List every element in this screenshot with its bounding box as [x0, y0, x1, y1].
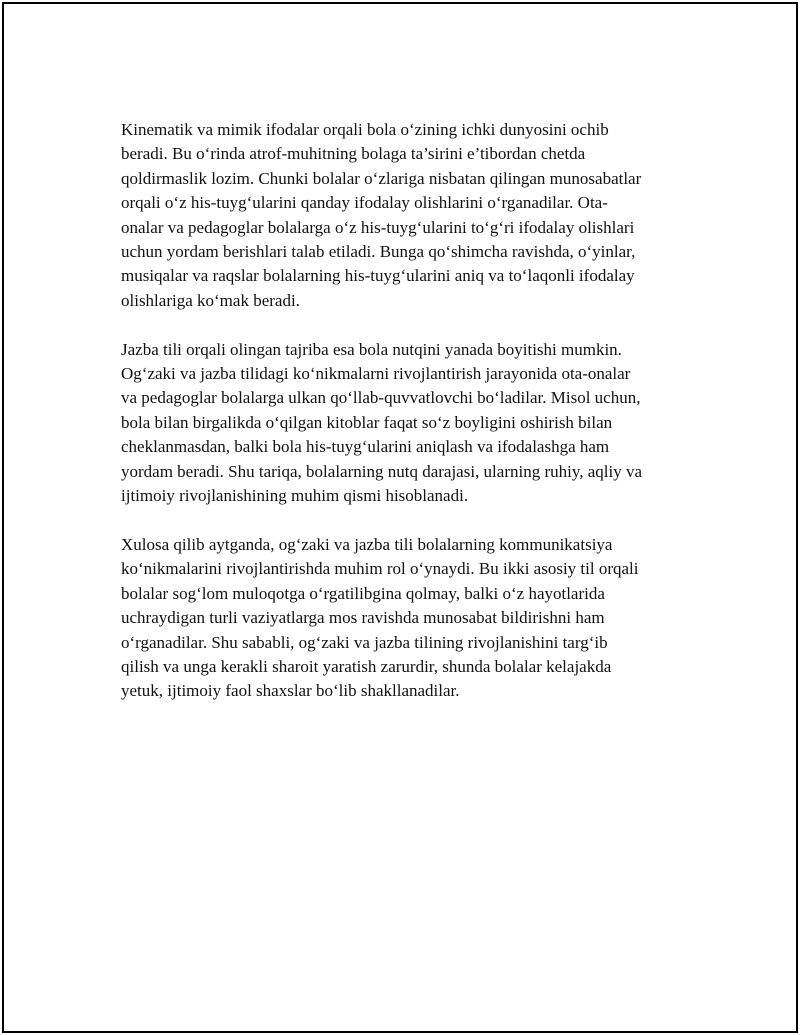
text-line: yordam beradi. Shu tariqa, bolalarning nutq darajasi, ularning ruhiy, aqliy va	[121, 461, 643, 481]
paragraph-1	[121, 118, 696, 313]
text-line: uchraydigan turli vaziyatlarga mos ravishda munosabat bildirishni ham	[121, 608, 605, 628]
text-line: Og‘zaki va jazba tilidagi ko‘nikmalarni rivojlantirish jarayonida ota-onalar	[121, 364, 631, 384]
text-line: qoldirmaslik lozim. Chunki bolalar o‘zlariga nisbatan qilingan munosabatlar	[121, 168, 642, 188]
text-line: olishlariga ko‘mak beradi.	[121, 290, 300, 310]
page	[2, 2, 798, 1033]
text-line: yetuk, ijtimoiy faol shaxslar bo‘lib shakllanadilar.	[121, 681, 460, 701]
document-body	[121, 118, 696, 728]
text-line: va pedagoglar bolalarga ulkan qo‘llab-quvvatlovchi bo‘ladilar. Misol uchun,	[121, 388, 641, 408]
text-line: ijtimoiy rivojlanishining muhim qismi hisoblanadi.	[121, 486, 469, 506]
text-line: beradi. Bu o‘rinda atrof-muhitning bolaga ta’sirini e’tibordan chetda	[121, 144, 586, 164]
paragraph-2	[121, 338, 696, 509]
text-line: Jazba tili orqali olingan tajriba esa bola nutqini yanada boyitishi mumkin.	[121, 339, 622, 359]
paragraph-3	[121, 533, 696, 704]
text-line: ko‘nikmalarini rivojlantirishda muhim rol o‘ynaydi. Bu ikki asosiy til orqali	[121, 559, 639, 579]
text-line: orqali o‘z his-tuyg‘ularini qanday ifodalay olishlarini o‘rganadilar. Ota-	[121, 193, 608, 213]
text-line: qilish va unga kerakli sharoit yaratish zarurdir, shunda bolalar kelajakda	[121, 656, 612, 676]
text-line: o‘rganadilar. Shu sababli, og‘zaki va jazba tilining rivojlanishini targ‘ib	[121, 632, 608, 652]
text-line: cheklanmasdan, balki bola his-tuyg‘ularini aniqlash va ifodalashga ham	[121, 437, 610, 457]
text-line: bola bilan birgalikda o‘qilgan kitoblar faqat so‘z boyligini oshirish bilan	[121, 412, 613, 432]
text-line: bolalar sog‘lom muloqotga o‘rgatilibgina qolmay, balki o‘z hayotlarida	[121, 583, 605, 603]
text-line: Xulosa qilib aytganda, og‘zaki va jazba tili bolalarning kommunikatsiya	[121, 534, 613, 554]
text-line: uchun yordam berishlari talab etiladi. Bunga qo‘shimcha ravishda, o‘yinlar,	[121, 242, 636, 262]
text-line: Kinematik va mimik ifodalar orqali bola o‘zining ichki dunyosini ochib	[121, 120, 609, 139]
text-line: musiqalar va raqslar bolalarning his-tuyg‘ularini aniq va to‘laqonli ifodalay	[121, 266, 635, 286]
text-line: onalar va pedagoglar bolalarga o‘z his-tuyg‘ularini to‘g‘ri ifodalay olishlari	[121, 217, 635, 237]
